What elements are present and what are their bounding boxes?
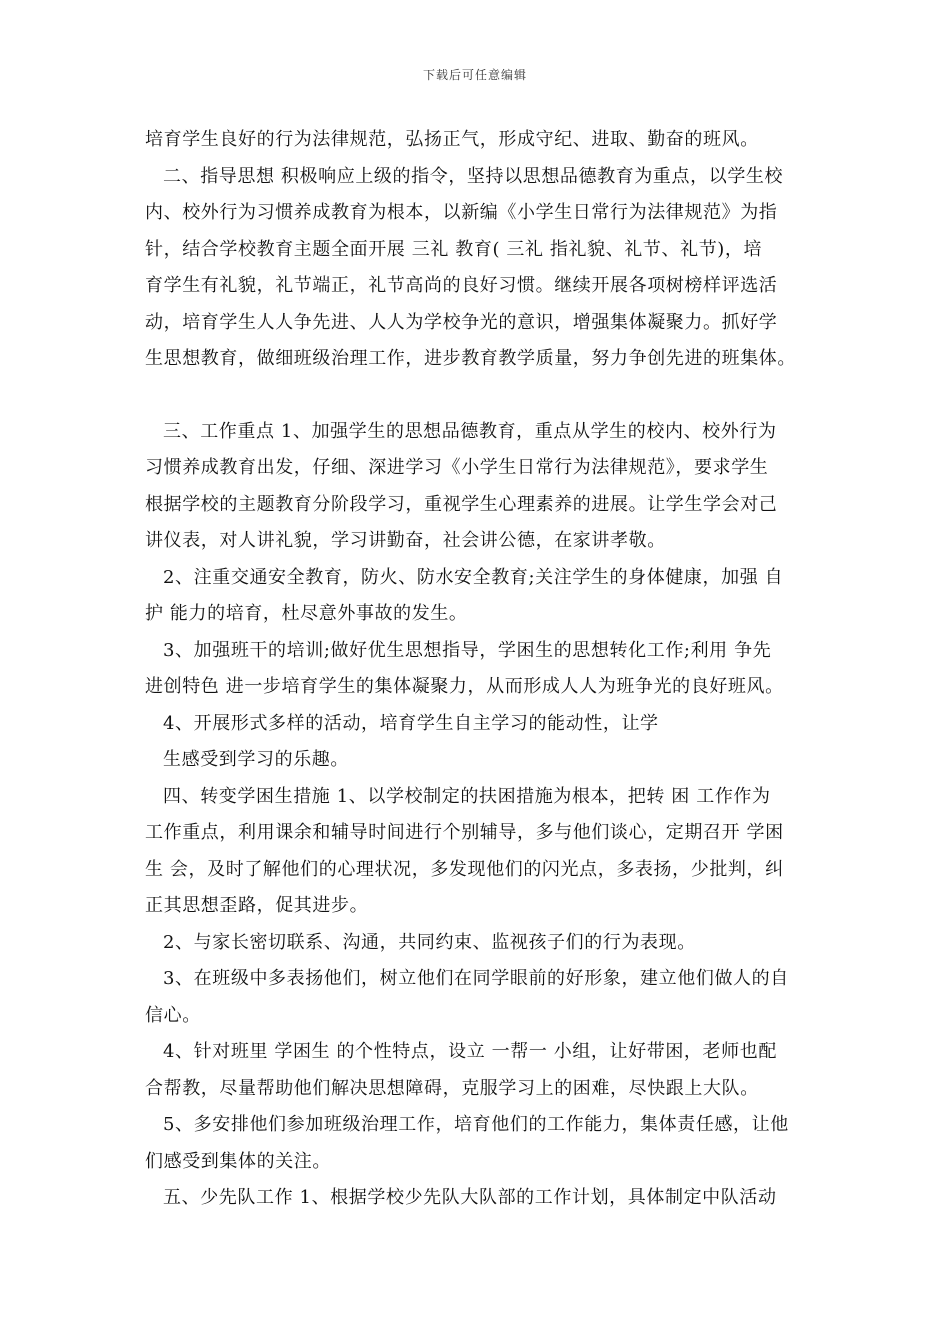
text-line: 工作重点，利用课余和辅导时间进行个别辅导，多与他们谈心，定期召开 学困 [145, 822, 784, 843]
text-line: 针，结合学校教育主题全面开展 三礼 教育( 三礼 指礼貌、礼节、礼节)，培 [145, 238, 763, 260]
text-line: 内、校外行为习惯养成教育为根本，以新编《小学生日常行为法律规范》为指 [145, 202, 778, 223]
list-item: 4、开展形式多样的活动，培育学生自主学习的能动性，让学 [163, 712, 659, 734]
text-line: 合帮教，尽量帮助他们解决思想障碍，克服学习上的困难，尽快跟上大队。 [145, 1077, 759, 1099]
paragraph-section-4: 四、转变学困生措施 1、以学校制定的扶困措施为根本，把转 困 工作作为 [163, 785, 771, 807]
text-line: 动，培育学生人人争先进、人人为学校争光的意识，增强集体凝聚力。抓好学 [145, 311, 778, 333]
paragraph-section-3: 三、工作重点 1、加强学生的思想品德教育，重点从学生的校内、校外行为 [163, 420, 777, 442]
list-item: 3、在班级中多表扬他们，树立他们在同学眼前的好形象，建立他们做人的自 [163, 968, 789, 989]
document-body [145, 122, 815, 1217]
text-line: 护 能力的培育，杜尽意外事故的发生。 [145, 603, 468, 624]
text-line: 培育学生良好的行为法律规范，弘扬正气，形成守纪、进取、勤奋的班风。 [145, 129, 759, 150]
text-line: 根据学校的主题教育分阶段学习，重视学生心理素养的进展。让学生学会对己 [145, 493, 778, 515]
text-line: 讲仪表，对人讲礼貌，学习讲勤奋，社会讲公德，在家讲孝敬。 [145, 530, 666, 551]
list-item: 2、注重交通安全教育，防火、防水安全教育;关注学生的身体健康，加强 自 [163, 566, 784, 588]
list-item: 5、多安排他们参加班级治理工作，培育他们的工作能力，集体责任感，让他 [163, 1114, 789, 1135]
text-line: 生 会，及时了解他们的心理状况，多发现他们的闪光点，多表扬，少批判，纠 [145, 858, 784, 880]
text-line: 育学生有礼貌，礼节端正，礼节高尚的良好习惯。继续开展各项树榜样评选活 [145, 275, 778, 296]
paragraph-section-2: 二、指导思想 积极响应上级的指令，坚持以思想品德教育为重点，以学生校 [163, 165, 784, 187]
list-item: 4、针对班里 学困生 的个性特点，设立 一帮一 小组，让好带困，老师也配 [163, 1041, 777, 1062]
list-item: 3、加强班干的培训;做好优生思想指导，学困生的思想转化工作;利用 争先 [163, 639, 772, 661]
text-line: 生思想教育，做细班级治理工作，进步教育教学质量，努力争创先进的班集体。 [145, 348, 796, 369]
paragraph-gap [145, 378, 815, 414]
text-line: 进创特色 进一步培育学生的集体凝聚力，从而形成人人为班争光的良好班风。 [145, 676, 784, 697]
text-line: 正其思想歪路，促其进步。 [145, 895, 369, 916]
text-line: 生感受到学习的乐趣。 [163, 749, 349, 770]
text-line: 信心。 [145, 1004, 201, 1026]
page-header: 下载后可任意编辑 [422, 68, 527, 82]
list-item: 2、与家长密切联系、沟通，共同约束、监视孩子们的行为表现。 [163, 931, 696, 953]
text-line: 习惯养成教育出发，仔细、深进学习《小学生日常行为法律规范》，要求学生 [145, 457, 769, 478]
paragraph-section-5: 五、少先队工作 1、根据学校少先队大队部的工作计划，具体制定中队活动 [163, 1187, 777, 1208]
text-line: 们感受到集体的关注。 [145, 1150, 331, 1172]
